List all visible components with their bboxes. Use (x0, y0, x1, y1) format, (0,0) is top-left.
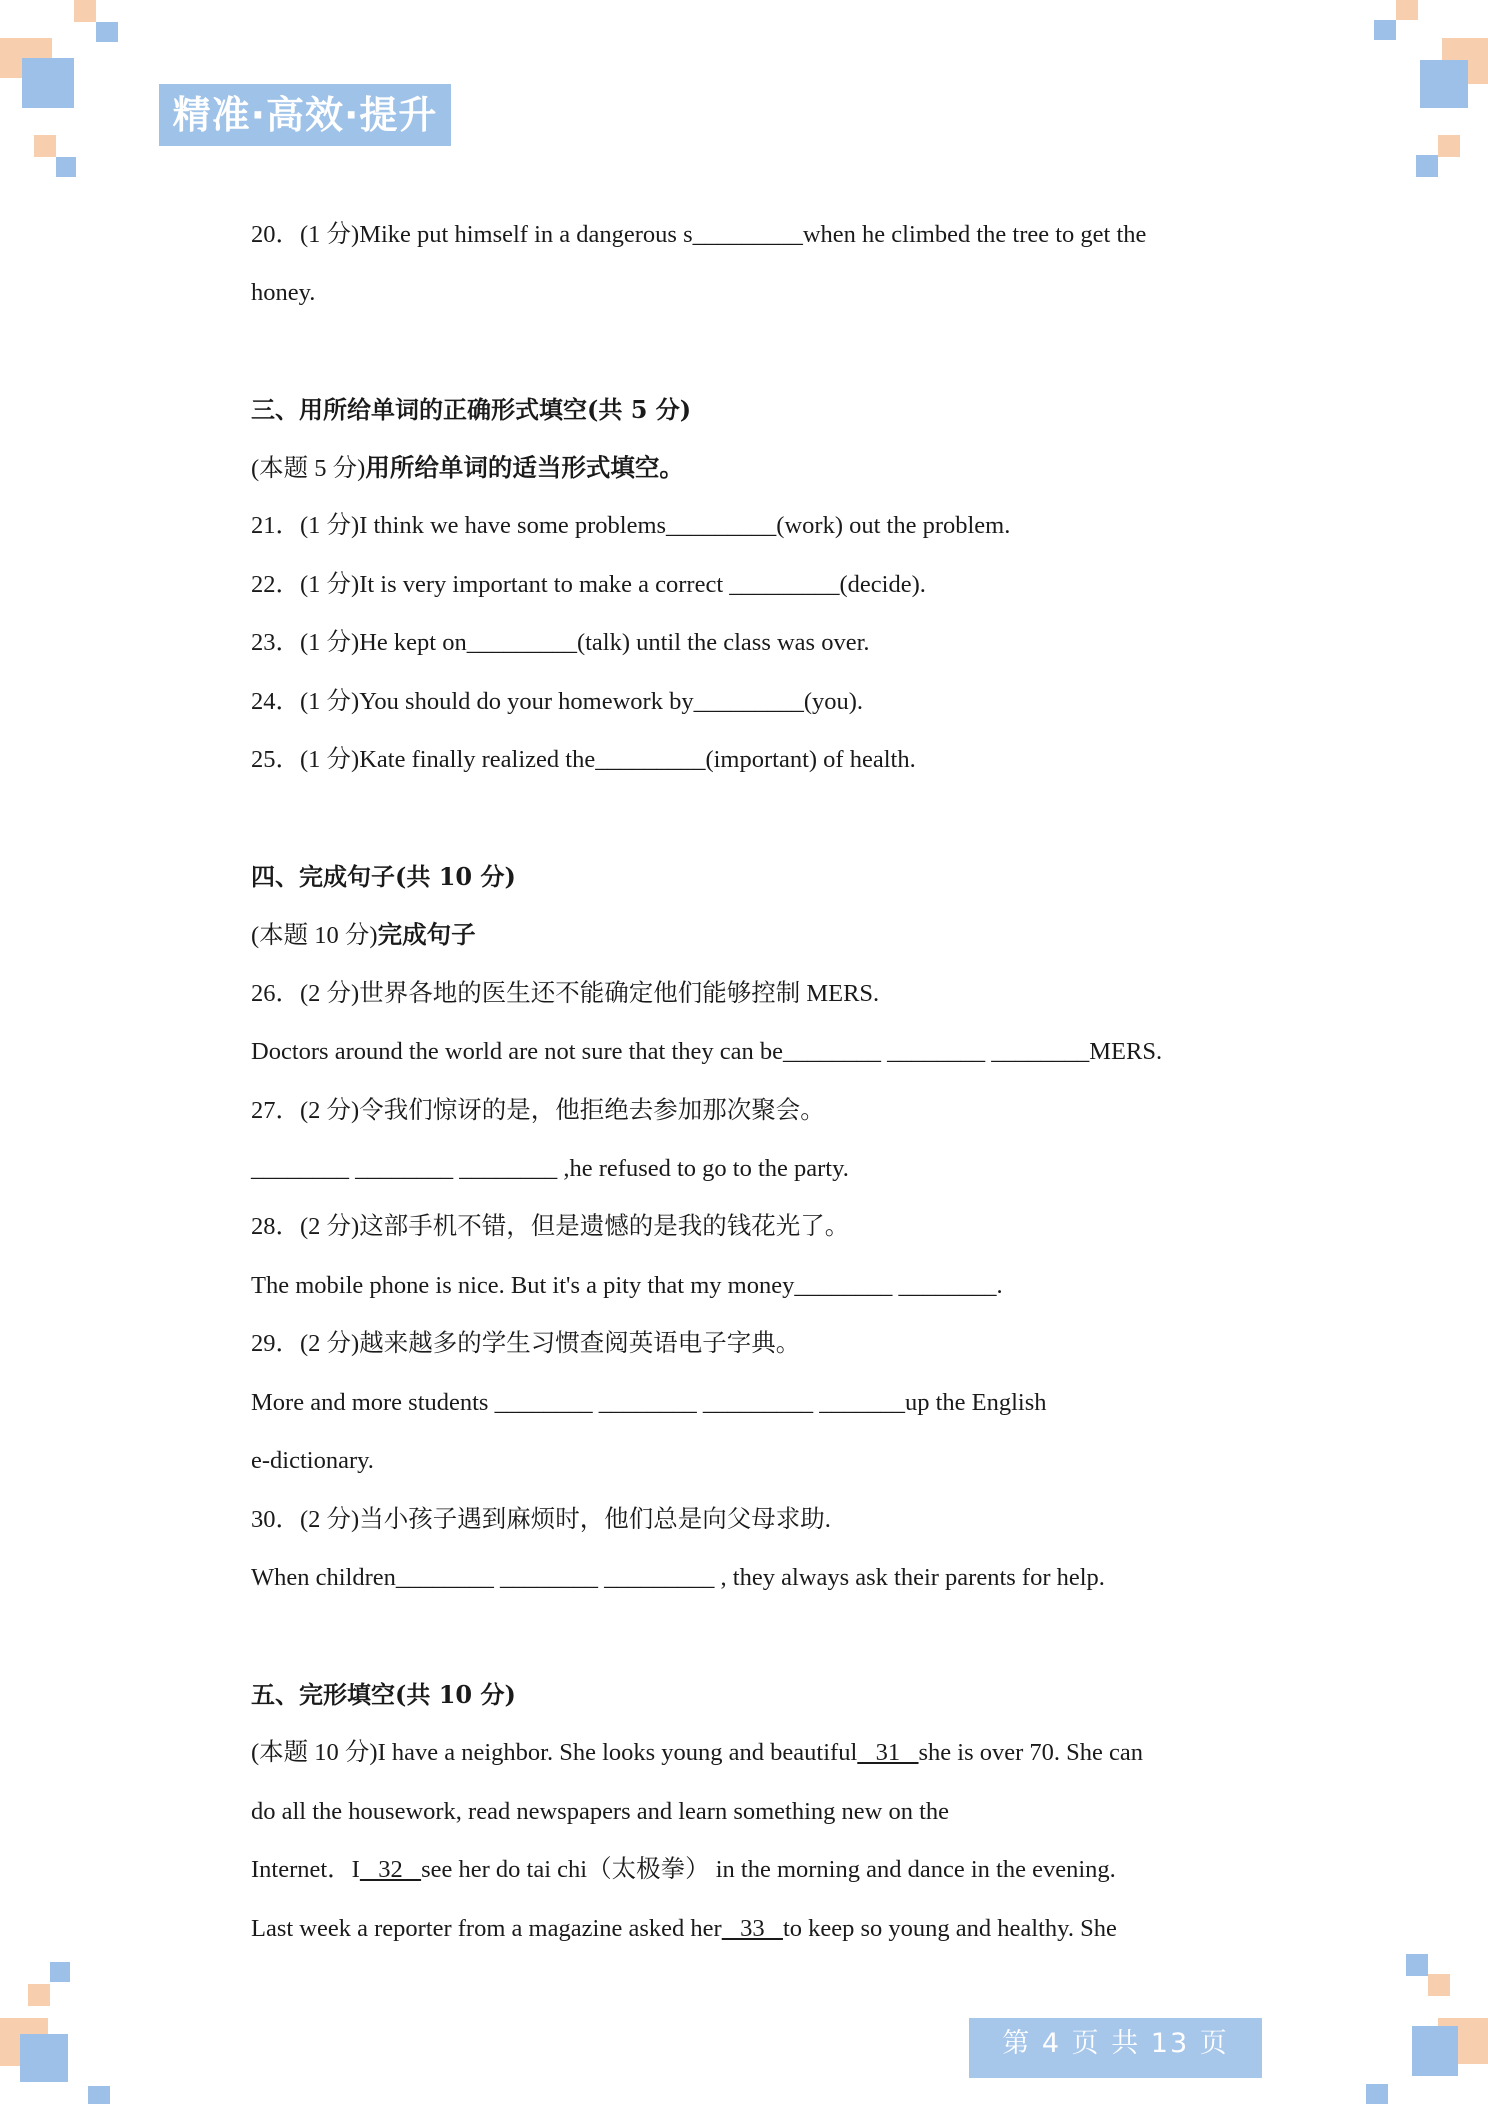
deco-square (1438, 135, 1460, 157)
question-23: 23．(1 分)He kept on_________(talk) until the class was over. (251, 629, 870, 656)
question-30-sentence: When children________ ________ _________ , they always ask their parents for help. (251, 1564, 1105, 1591)
section-3-heading: 三、用所给单词的正确形式填空(共 5 分) (251, 395, 692, 424)
deco-square (96, 22, 118, 42)
question-28-prompt: 28．(2 分)这部手机不错，但是遗憾的是我的钱花光了。 (251, 1213, 850, 1240)
cloze-line-4 (251, 1912, 1117, 1946)
deco-square (56, 157, 76, 177)
question-30-prompt: 30．(2 分)当小孩子遇到麻烦时，他们总是向父母求助. (251, 1506, 831, 1533)
section-4-points: (本题 10 分) (251, 922, 378, 949)
question-20-line-1: 20．(1 分)Mike put himself in a dangerous s_________when he climbed the tree to get the (251, 221, 1147, 248)
question-22: 22．(1 分)It is very important to make a correct _________(decide). (251, 571, 926, 598)
question-26-sentence: Doctors around the world are not sure that they can be________ ________ ________MERS. (251, 1038, 1163, 1065)
cloze-blank-32: 32 (359, 1856, 422, 1883)
cloze-line-1 (251, 1736, 1143, 1770)
deco-square (1420, 60, 1468, 108)
cloze-text: to keep so young and healthy. She (782, 1915, 1117, 1942)
section-3-directions: 用所给单词的适当形式填空。 (365, 453, 684, 482)
section-3-points: (本题 5 分) (251, 455, 366, 482)
section-3-instruction (251, 451, 684, 486)
deco-square (1406, 1954, 1428, 1976)
question-29-sentence-cont: e-dictionary. (251, 1447, 374, 1474)
cloze-blank-33: 33 (721, 1915, 783, 1942)
question-21: 21．(1 分)I think we have some problems_________(work) out the problem. (251, 512, 1011, 539)
deco-square (74, 0, 96, 22)
deco-square (1396, 0, 1418, 20)
section-4-heading: 四、完成句子(共 10 分) (251, 862, 516, 891)
deco-square (1428, 1974, 1450, 1996)
cloze-line-3 (251, 1853, 1116, 1887)
cloze-blank-31: 31 (857, 1739, 919, 1766)
page-number: 第 4 页 共 13 页 (969, 2018, 1262, 2078)
deco-square (22, 58, 74, 108)
deco-square (34, 135, 56, 157)
cloze-text: see her do tai chi（太极拳） in the morning and dance in the evening. (421, 1856, 1116, 1883)
deco-square (1366, 2084, 1388, 2104)
question-20-line-2: honey. (251, 279, 316, 306)
cloze-text: Internet．I (251, 1856, 360, 1883)
section-4-instruction (251, 918, 476, 953)
deco-square (1374, 20, 1396, 40)
section-4-directions: 完成句子 (377, 920, 476, 949)
question-28-sentence: The mobile phone is nice. But it's a pity that my money________ ________. (251, 1272, 1003, 1299)
question-26-prompt: 26．(2 分)世界各地的医生还不能确定他们能够控制 MERS. (251, 980, 880, 1007)
cloze-text: (本题 10 分)I have a neighbor. She looks young and beautiful (251, 1739, 858, 1766)
deco-square (28, 1984, 50, 2006)
deco-square (20, 2034, 68, 2082)
cloze-line-2: do all the housework, read newspapers and learn something new on the (251, 1798, 950, 1825)
brand-banner: 精准·高效·提升 (159, 84, 451, 146)
deco-square (1416, 155, 1438, 177)
section-5-heading: 五、完形填空(共 10 分) (251, 1680, 516, 1709)
question-29-prompt: 29．(2 分)越来越多的学生习惯查阅英语电子字典。 (251, 1330, 801, 1357)
question-24: 24．(1 分)You should do your homework by_________(you). (251, 688, 864, 715)
question-27-prompt: 27．(2 分)令我们惊讶的是，他拒绝去参加那次聚会。 (251, 1097, 825, 1124)
cloze-text: Last week a reporter from a magazine asked her (251, 1915, 722, 1942)
deco-square (88, 2086, 110, 2104)
question-27-sentence: ________ ________ ________ ,he refused to go to the party. (251, 1155, 849, 1182)
deco-square (1412, 2026, 1458, 2076)
cloze-text: she is over 70. She can (918, 1739, 1144, 1766)
question-29-sentence: More and more students ________ ________ _________ _______up the English (251, 1389, 1047, 1416)
deco-square (50, 1962, 70, 1982)
question-25: 25．(1 分)Kate finally realized the_________(important) of health. (251, 746, 916, 773)
